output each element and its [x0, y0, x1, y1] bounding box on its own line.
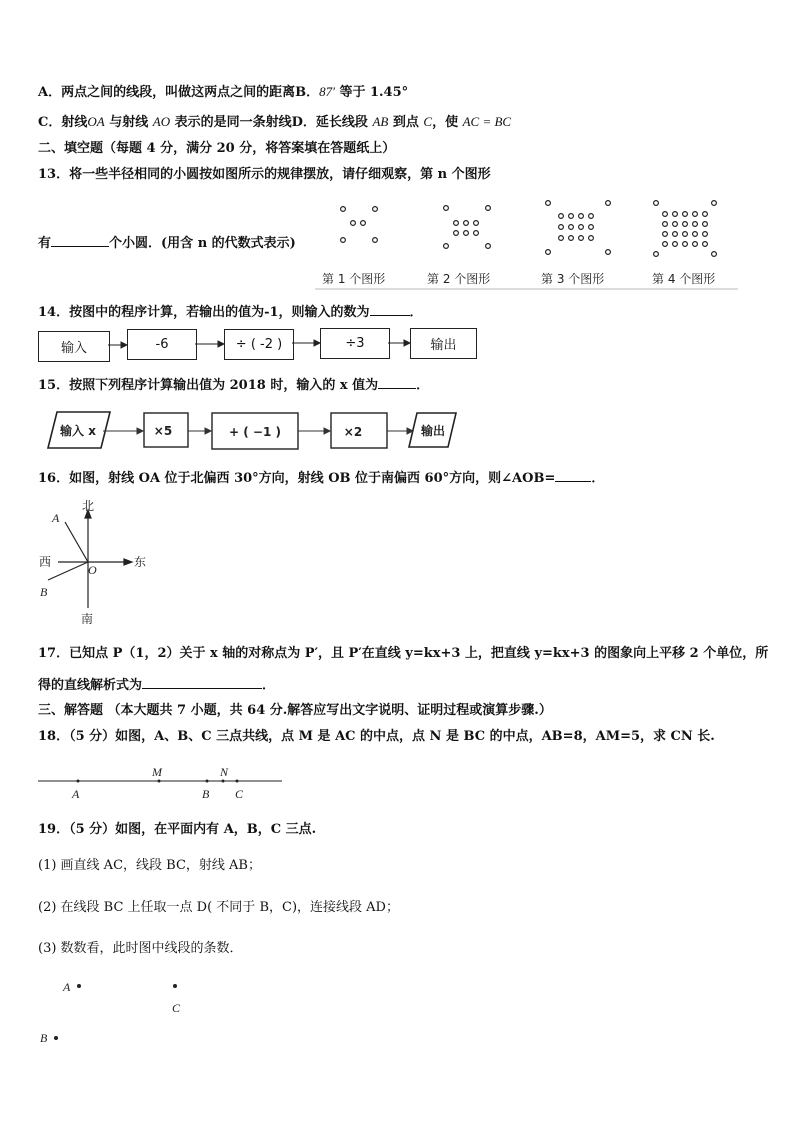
q19-item-3: (3) 数数看，此时图中线段的条数． — [38, 941, 243, 956]
flow-box-divide3: ÷3 — [320, 328, 390, 359]
flow-label-plus-neg1: + ( −1 ) — [229, 425, 281, 439]
label-a: A — [72, 787, 80, 801]
point-b — [54, 1036, 58, 1040]
q13-prefix: 有 — [38, 236, 52, 251]
q19-item-2: (2) 在线段 BC 上任取一点 D( 不同于 B，C)，连接线段 AD； — [38, 900, 399, 915]
label-c: C — [172, 1001, 181, 1015]
point-n — [222, 780, 225, 783]
point-c — [173, 984, 177, 988]
q19-item-1: (1) 画直线 AC，线段 BC，射线 AB； — [38, 858, 261, 873]
label-west: 西 — [39, 555, 52, 569]
point-c — [236, 780, 239, 783]
q16-answer-blank[interactable] — [555, 469, 591, 482]
section-fill-in-title: 二、填空题（每题 4 分，满分 20 分，将答案填在答题纸上） — [38, 141, 396, 156]
q18-collinear-points-figure — [36, 764, 286, 804]
flow-box-minus6: -6 — [127, 329, 197, 360]
label-b: B — [40, 585, 48, 599]
section-solution-title: 三、解答题 （本大题共 7 小题，共 64 分.解答应写出文字说明、证明过程或演算步骤.） — [38, 703, 552, 718]
option-c-prefix: C．射线 — [38, 115, 88, 130]
point-b — [206, 780, 209, 783]
q18-text: 18．（5 分）如图，A、B、C 三点共线，点 M 是 AC 的中点，点 N 是 BC 的中点，AB=8，AM=5，求 CN 长. — [38, 729, 715, 744]
caption-figure-1: 第 1 个图形 — [322, 272, 386, 286]
q14-end: ． — [409, 305, 423, 320]
ray-ao: AO — [152, 114, 171, 129]
q17-answer-blank[interactable] — [142, 676, 262, 689]
option-d-mid2: ，使 — [432, 115, 463, 130]
label-b: B — [40, 1031, 48, 1045]
label-south: 南 — [81, 612, 94, 626]
flow-box-input: 输入 — [38, 331, 110, 362]
q13-text-line1: 13．将一些半径相同的小圆按如图所示的规律摆放，请仔细观察，第 n 个图形 — [38, 167, 491, 182]
caption-figure-4: 第 4 个图形 — [652, 272, 716, 286]
segment-ab: AB — [372, 114, 389, 129]
label-b: B — [202, 787, 210, 801]
flow-box-divide-neg2: ÷ ( -2 ) — [224, 329, 294, 360]
flow-label-times5: ×5 — [153, 424, 173, 438]
q17-text-line1: 17．已知点 P（1，2）关于 x 轴的对称点为 P′，且 P′在直线 y=kx+3 上，把直线 y=kx+3 的图象向上平移 2 个单位，所 — [38, 646, 769, 661]
q13-suffix: 个小圆．(用含 n 的代数式表示) — [109, 236, 296, 251]
q15-question: 15．按照下列程序计算输出值为 2018 时，输入的 x 值为 — [38, 378, 379, 393]
option-b-value: 87′ — [319, 84, 335, 99]
caption-figure-2: 第 2 个图形 — [427, 272, 491, 286]
label-a: A — [63, 980, 71, 994]
flow-label-input-x: 输入 x — [60, 424, 96, 438]
label-o: O — [88, 563, 97, 577]
option-d-mid: 到点 — [388, 115, 424, 130]
ray-oa: OA — [87, 114, 105, 129]
label-east: 东 — [134, 555, 147, 569]
q17-prefix: 得的直线解析式为 — [38, 678, 143, 693]
q16-text — [38, 469, 604, 487]
q17-end: ． — [262, 678, 276, 693]
label-c: C — [235, 787, 244, 801]
label-m: M — [152, 765, 162, 779]
label-a: A — [52, 511, 60, 525]
q16-direction-figure — [36, 496, 156, 626]
q19-points-figure — [36, 975, 196, 1055]
option-d-prefix: D．延长线段 — [291, 115, 373, 130]
flow-label-times2: ×2 — [343, 425, 363, 439]
q19-text: 19．（5 分）如图，在平面内有 A，B，C 三点. — [38, 822, 317, 837]
q15-end: ． — [416, 378, 430, 393]
point-a — [77, 984, 81, 988]
option-b-prefix: B． — [295, 85, 320, 100]
label-north: 北 — [82, 499, 95, 513]
equation-ac-bc: AC = BC — [462, 114, 512, 129]
point-m — [158, 780, 161, 783]
caption-figure-3: 第 3 个图形 — [541, 272, 605, 286]
q16-question: 16．如图，射线 OA 位于北偏西 30°方向，射线 OB 位于南偏西 60°方向，则∠AOB= — [38, 471, 556, 486]
flow-box-output: 输出 — [410, 328, 477, 359]
option-b-suffix: 等于 1.45° — [334, 85, 409, 100]
option-a: A．两点之间的线段，叫做这两点之间的距离 — [38, 85, 296, 100]
q14-question: 14．按图中的程序计算，若输出的值为-1，则输入的数为 — [38, 305, 370, 320]
flow-label-output: 输出 — [420, 424, 446, 438]
option-c-mid: 与射线 — [104, 115, 153, 130]
q16-end: ． — [591, 471, 605, 486]
point-c: C — [423, 114, 433, 129]
point-a — [77, 780, 80, 783]
option-c-suffix: 表示的是同一条射线 — [170, 115, 292, 130]
q17-text-line2 — [38, 676, 275, 694]
label-n: N — [220, 765, 229, 779]
